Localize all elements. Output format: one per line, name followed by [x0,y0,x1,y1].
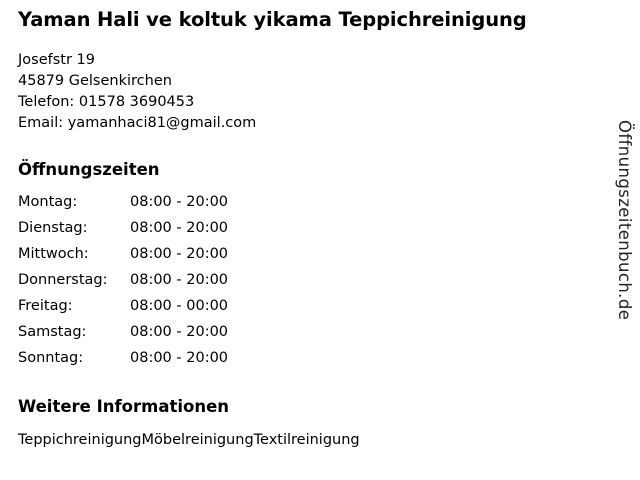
time-value: 08:00 - 20:00 [130,220,229,237]
day-label: Mittwoch: [18,246,89,263]
day-label: Donnerstag: [18,272,108,289]
table-row [18,193,270,219]
more-info-text: TeppichreinigungMöbelreinigungTextilreinigung [18,432,360,449]
opening-hours-table [18,193,270,375]
table-row [18,323,270,349]
time-value: 08:00 - 00:00 [130,298,229,315]
address-city: 45879 Gelsenkirchen [18,73,172,90]
day-label: Samstag: [18,324,87,341]
table-row [18,271,270,297]
time-value: 08:00 - 20:00 [130,324,229,341]
day-label: Sonntag: [18,350,84,367]
address-block [18,50,588,134]
email-line: Email: yamanhaci81@gmail.com [18,115,257,132]
day-label: Montag: [18,194,78,211]
day-label: Dienstag: [18,220,88,237]
more-info-heading: Weitere Informationen [18,397,230,417]
address-street: Josefstr 19 [18,52,95,69]
watermark-brand: Öffnungszeitenbuch.de [615,120,634,321]
time-value: 08:00 - 20:00 [130,194,229,211]
time-value: 08:00 - 20:00 [130,246,229,263]
opening-hours-heading: Öffnungszeiten [18,160,160,180]
page-title: Yaman Hali ve koltuk yikama Teppichreinigung [18,8,527,31]
business-card [18,8,588,450]
table-row [18,219,270,245]
table-row [18,245,270,271]
time-value: 08:00 - 20:00 [130,350,229,367]
table-row [18,349,270,375]
phone-line: Telefon: 01578 3690453 [18,94,195,111]
table-row [18,297,270,323]
day-label: Freitag: [18,298,73,315]
time-value: 08:00 - 20:00 [130,272,229,289]
